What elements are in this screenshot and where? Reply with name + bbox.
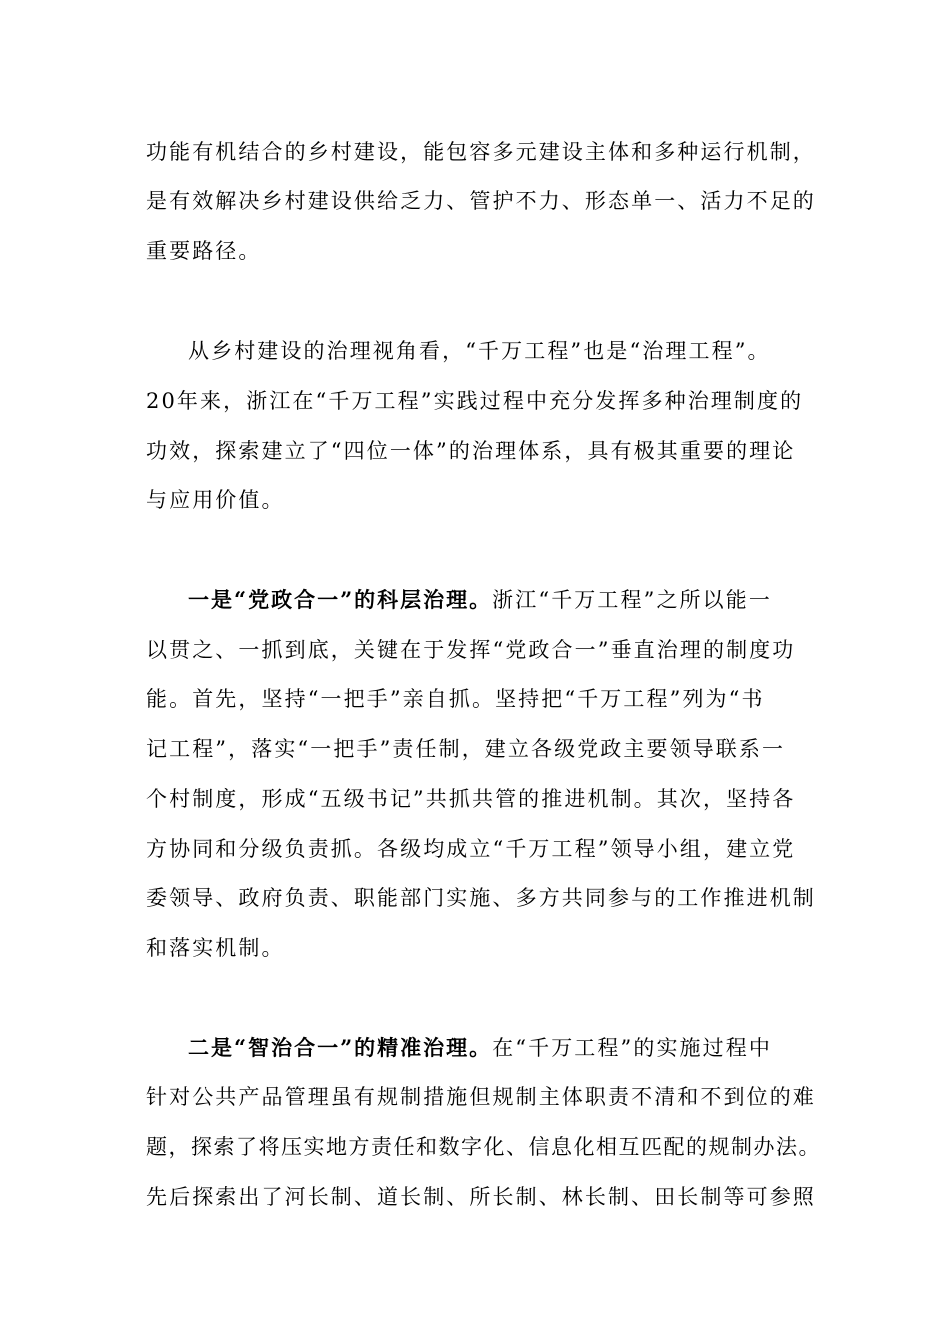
paragraph-2-line-3: 功效，探索建立了“四位一体”的治理体系，具有极其重要的理论 (146, 439, 796, 463)
paragraph-3-heading: 一是“党政合一”的科层治理。 (188, 587, 493, 612)
paragraph-3-line-6: 方协同和分级负责抓。各级均成立“千万工程”领导小组，建立党 (146, 837, 796, 861)
paragraph-3-line-5: 个村制度，形成“五级书记”共抓共管的推进机制。其次，坚持各 (146, 787, 796, 811)
paragraph-2-line-1: 从乡村建设的治理视角看，“千万工程”也是“治理工程”。 (188, 339, 771, 363)
paragraph-1-line-1: 功能有机结合的乡村建设，能包容多元建设主体和多种运行机制， (146, 140, 816, 164)
paragraph-1-line-3: 重要路径。 (146, 239, 262, 263)
paragraph-2-line-4: 与应用价值。 (146, 488, 285, 512)
paragraph-4-line-3: 题，探索了将压实地方责任和数字化、信息化相互匹配的规制办法。 (146, 1135, 821, 1159)
paragraph-3-line-3: 能。首先，坚持“一把手”亲自抓。坚持把“千万工程”列为“书 (146, 687, 765, 711)
paragraph-3-line-2: 以贯之、一抓到底，关键在于发挥“党政合一”垂直治理的制度功 (146, 638, 796, 662)
paragraph-4-heading: 二是“智治合一”的精准治理。 (188, 1035, 493, 1060)
paragraph-1-line-2: 是有效解决乡村建设供给乏力、管护不力、形态单一、活力不足的 (146, 189, 816, 213)
paragraph-4-line-4: 先后探索出了河长制、道长制、所长制、林长制、田长制等可参照 (146, 1185, 816, 1209)
paragraph-3-line-7: 委领导、政府负责、职能部门实施、多方共同参与的工作推进机制 (146, 886, 816, 910)
paragraph-3-line-1 (188, 585, 828, 615)
paragraph-3-line-4: 记工程”，落实“一把手”责任制，建立各级党政主要领导联系一 (146, 737, 786, 761)
paragraph-4-line-2: 针对公共产品管理虽有规制措施但规制主体职责不清和不到位的难 (146, 1085, 816, 1109)
paragraph-4-first-line-text: 在“千万工程”的实施过程中 (492, 1036, 772, 1060)
paragraph-4-line-1 (188, 1033, 828, 1063)
paragraph-2-line-2: 20年来，浙江在“千万工程”实践过程中充分发挥多种治理制度的 (146, 389, 804, 413)
paragraph-3-line-8: 和落实机制。 (146, 936, 285, 960)
paragraph-3-first-line-text: 浙江“千万工程”之所以能一 (492, 588, 772, 612)
